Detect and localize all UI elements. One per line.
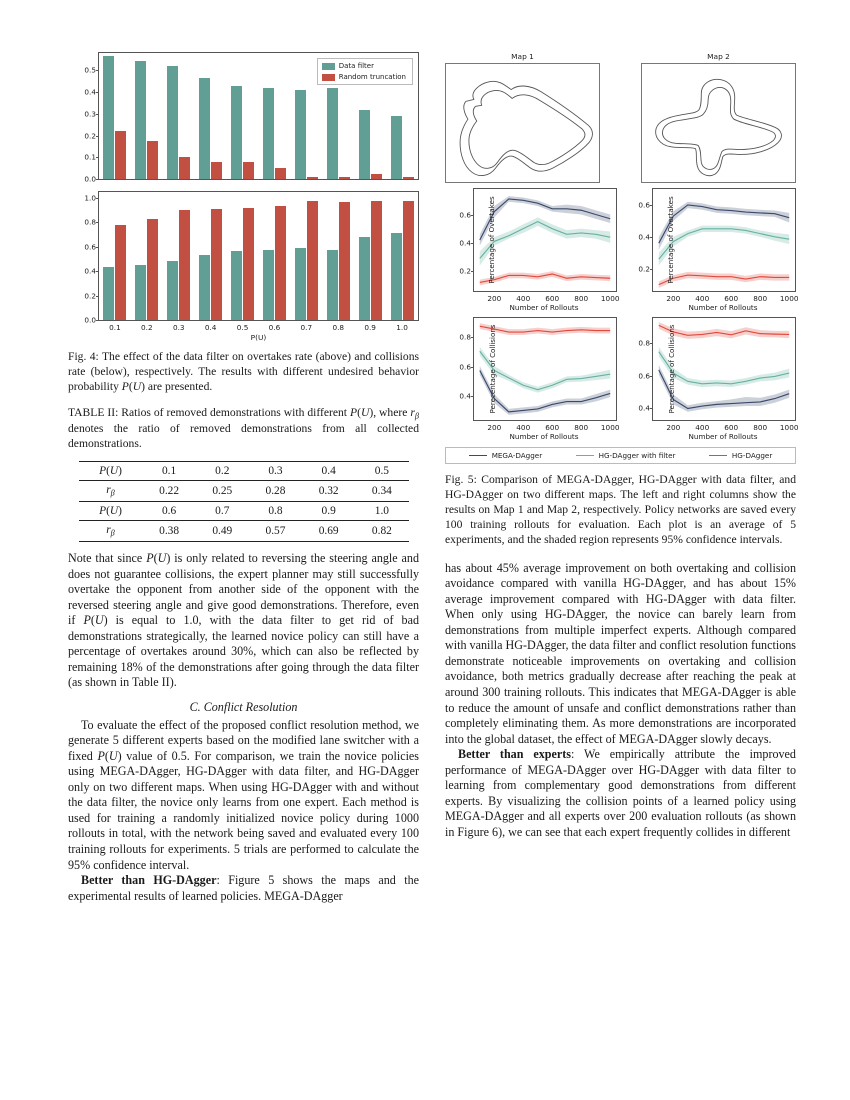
bar-data-filter	[327, 250, 338, 320]
legend-label: HG-DAgger with filter	[598, 451, 676, 460]
map-2-title: Map 2	[707, 52, 730, 61]
y-axis-label: Percentage of Overtakes	[666, 196, 676, 284]
map-cell-2	[641, 52, 796, 183]
bar-group	[290, 192, 322, 320]
inline-math-u5: U	[108, 748, 118, 763]
bar-data-filter	[359, 237, 370, 320]
x-tick-label: 1000	[779, 294, 799, 303]
y-tick-label: 1.0	[84, 193, 96, 203]
table-2	[79, 461, 409, 542]
table-cell: 0.22	[143, 481, 196, 502]
y-tick-mark	[471, 367, 474, 368]
x-tick-label: 400	[516, 294, 531, 303]
y-tick-mark	[650, 343, 653, 344]
y-tick-label: 0.6	[84, 242, 96, 252]
section-heading-c: C. Conflict Resolution	[189, 699, 298, 714]
right-paragraph-1: has about 45% average improvement on both overtaking and collision avoidance compared with vanilla HG-DAgger, and has about 15% average improvement compared with HG-DAgger with data filter. When only using HG-DAgger, the novice can barely learn from demonstrations from multiple imperfect experts. Although compared with vanilla HG-DAgger, the data filter and conflict resolution functions demonstrate noticeable improvements on overtaking and collision avoidance, both metrics gradually decrease after reaching the peak at around 300 training rollouts. This indicates that MEGA-DAgger is able to reduce the amount of unsafe and conflict demonstrations rather than completely eliminating them. As more demonstrations are incorporated into the global dataset, the effect of MEGA-DAgger slowly decays.	[445, 560, 796, 746]
line-plot-cell-map2-overtakes	[624, 188, 799, 312]
x-tick-label: 600	[724, 423, 739, 432]
table-cell: 0.9	[302, 501, 355, 520]
table-cell: 0.38	[143, 521, 196, 542]
bar-group	[131, 53, 163, 179]
para3-rest: : Figure 5 shows the maps and the experimental results of learned policies. MEGA-DAgger	[68, 873, 419, 903]
bar-data-filter	[391, 233, 402, 320]
bar-group	[99, 53, 131, 179]
y-tick-label: 0.4	[459, 391, 471, 401]
inline-math-u3: U	[157, 550, 167, 565]
table-cell: 0.5	[355, 461, 408, 480]
figure-5-caption: Fig. 5: Comparison of MEGA-DAgger, HG-DAgger with data filter, and HG-DAgger on two different maps. The left and right columns show the results on Map 1 and Map 2, respectively. Policy networks are saved every 100 training rollouts for evaluation. Each plot is an average of 5 experiments, and the shaded region represents 95% confidence intervals.	[445, 473, 796, 546]
figure-4	[68, 52, 419, 342]
bar-group	[131, 192, 163, 320]
legend-entry	[322, 73, 406, 81]
y-tick-mark	[650, 205, 653, 206]
bar-group	[227, 53, 259, 179]
x-axis-label: Number of Rollouts	[509, 303, 579, 312]
figure-5-collisions-row	[445, 317, 799, 441]
line-plot-area	[459, 317, 620, 432]
x-tick-label: 0.4	[204, 323, 217, 332]
line-plot-area	[638, 317, 799, 432]
inline-math-u: U	[132, 379, 142, 393]
bar-random-truncation	[339, 202, 350, 320]
x-tick-label: 600	[545, 423, 560, 432]
y-tick-label: 0.4	[459, 238, 471, 248]
figure-4-legend	[317, 58, 413, 85]
y-tick-label: 0.4	[638, 232, 650, 242]
y-tick-mark	[96, 247, 99, 248]
y-tick-mark	[96, 179, 99, 180]
figure-4-panel-collisions	[84, 191, 419, 342]
bar-random-truncation	[147, 219, 158, 320]
table-row	[79, 501, 409, 520]
two-column-layout	[68, 52, 799, 1060]
bar-data-filter	[167, 66, 178, 179]
inline-math-beta: β	[414, 411, 419, 421]
line-plot-area	[459, 188, 620, 303]
y-tick-mark	[96, 198, 99, 199]
x-axis-label: Number of Rollouts	[688, 432, 758, 441]
x-tick-label: 0.6	[268, 323, 281, 332]
x-tick-label: 0.5	[236, 323, 249, 332]
x-tick-label: 1.0	[396, 323, 408, 332]
bar-random-truncation	[211, 162, 222, 179]
x-tick-label: 0.3	[172, 323, 185, 332]
line-plot-cell-map1-overtakes	[445, 188, 620, 312]
y-axis-label: Percentage of Overtakes	[487, 196, 497, 284]
table-row	[79, 461, 409, 480]
y-tick-label: 0.2	[459, 266, 471, 276]
left-paragraph-1: Note that since P(U) is only related to reversing the steering angle and does not guarantee collisions, the expert planner may still successfully overtake the opponent from another side of the opponent with the reversed steering angle and give good demonstrations. Therefore, even if P(U) is equal to 1.0, with the data filter to get rid of bad demonstrations strategically, the learned novice policy can still have a percentage of overtakes around 30%, which can also be reflected by remaining 18% of the demonstrations after going through the data filter (as shown in Table II).	[68, 550, 420, 690]
legend-swatch	[322, 74, 335, 81]
para2-a: To evaluate the effect of the proposed conflict resolution method, we generate 5 different experts based on the modified lane switcher with a fixed	[68, 717, 419, 763]
table-2-caption-post: denotes the ratio of removed demonstrations from all collected demonstrations.	[68, 421, 419, 450]
para1-b: is only related to reversing the steering angle and does not guarantee collisions, the expert planner may still successfully overtake the opponent from another side of the opponent with the reversed steering angle and give good demonstrations. Therefore, even if	[68, 550, 420, 628]
inline-math-p3: P	[146, 550, 154, 565]
y-tick-label: 0.4	[84, 87, 96, 97]
para3-bold-lead: Better than HG-DAgger	[81, 873, 217, 888]
table-row-label: $r_\beta$	[79, 481, 143, 502]
x-tick-label: 0.2	[141, 323, 153, 332]
y-tick-label: 0.8	[638, 338, 650, 348]
table-row-label: $r_\beta$	[79, 521, 143, 542]
bar-data-filter	[103, 56, 114, 179]
map-1-title: Map 1	[511, 52, 534, 61]
table-cell: 0.69	[302, 521, 355, 542]
y-tick-mark	[96, 136, 99, 137]
x-tick-label: 1000	[779, 423, 799, 432]
table-row-label: P(U)	[79, 501, 143, 520]
y-tick-label: 0.6	[638, 200, 650, 210]
inline-math-p4: P	[83, 613, 91, 628]
x-tick-label: 800	[574, 294, 589, 303]
bar-group	[163, 53, 195, 179]
left-paragraph-2: To evaluate the effect of the proposed conflict resolution method, we generate 5 different experts based on the modified lane switcher with a fixed P(U) value of 0.5. For comparison, we train the novice policies using MEGA-DAgger, HG-DAgger with data filter, and HG-DAgger only on two different maps. When using HG-DAgger with and without the data filter, the novice only learns from one expert. Each method is used for training a randomly initialized novice policy during 1000 rollouts in total, with the network being saved and evaluated every 100 training rollouts for experiments. 5 trials are performed to calculate the 95% confidence interval.	[68, 717, 419, 872]
bar-group	[259, 53, 291, 179]
table-cell: 0.2	[196, 461, 249, 480]
para1-c: is equal to 1.0, with the data filter to get rid of bad demonstrations strategically, the learned novice policy can still have a percentage of overtakes around 30%, which can also be reflected by remaining 18% of the demonstrations after going through the data filter (as shown in Table II).	[68, 613, 419, 690]
table-cell: 0.57	[249, 521, 302, 542]
y-tick-mark	[471, 396, 474, 397]
inline-math-u2: U	[360, 405, 370, 419]
y-tick-label: 0.2	[84, 131, 96, 141]
map-2-frame	[641, 63, 796, 183]
line-plot-cell-map2-collisions	[624, 317, 799, 441]
table-cell: 0.32	[302, 481, 355, 502]
figure-5-legend	[445, 447, 796, 464]
bar-random-truncation	[275, 206, 286, 320]
y-tick-mark	[650, 237, 653, 238]
bar-group	[322, 192, 354, 320]
bar-data-filter	[167, 261, 178, 320]
legend-swatch	[322, 63, 335, 70]
bar-data-filter	[135, 61, 146, 179]
bar-random-truncation	[115, 225, 126, 320]
bar-group	[386, 192, 418, 320]
figure-4-caption-post: are presented.	[145, 379, 213, 393]
y-tick-mark	[96, 92, 99, 93]
y-tick-mark	[96, 114, 99, 115]
legend-label: Random truncation	[338, 73, 406, 81]
y-tick-label: 0.6	[638, 371, 650, 381]
table-cell: 0.34	[355, 481, 408, 502]
x-tick-label: 200	[666, 423, 681, 432]
y-tick-label: 0.8	[84, 217, 96, 227]
figure-4-caption: Fig. 4: The effect of the data filter on overtakes rate (above) and collisions rate (below), respectively. The results with different undesired behavior probability P(U) are presented.	[68, 350, 419, 393]
y-tick-mark	[650, 408, 653, 409]
bar-group	[195, 53, 227, 179]
table-cell: 1.0	[355, 501, 408, 520]
bar-group	[195, 192, 227, 320]
bar-data-filter	[327, 88, 338, 179]
x-tick-label: 800	[753, 423, 768, 432]
x-tick-label: 1000	[600, 423, 620, 432]
legend-line	[709, 455, 727, 456]
legend-line	[469, 455, 487, 456]
para1-a: Note that since	[68, 550, 147, 565]
bar-data-filter	[231, 86, 242, 179]
table-cell: 0.8	[249, 501, 302, 520]
table-2-caption-mid: , where	[373, 405, 411, 419]
map-2-track-svg	[642, 64, 795, 182]
bar-plot-area	[84, 52, 419, 184]
y-tick-mark	[650, 269, 653, 270]
y-tick-label: 0.5	[84, 65, 96, 75]
y-tick-label: 0.0	[84, 174, 96, 184]
table-cell: 0.82	[355, 521, 408, 542]
x-tick-label: 400	[695, 294, 710, 303]
x-tick-label: 0.1	[109, 323, 121, 332]
bar-data-filter	[199, 78, 210, 179]
table-cell: 0.1	[143, 461, 196, 480]
y-tick-mark	[650, 376, 653, 377]
legend-entry	[576, 451, 676, 460]
table-cell: 0.7	[196, 501, 249, 520]
bar-group	[354, 192, 386, 320]
legend-label: MEGA-DAgger	[491, 451, 543, 460]
x-tick-label: 200	[666, 294, 681, 303]
table-cell: 0.4	[302, 461, 355, 480]
bar-data-filter	[135, 265, 146, 320]
x-axis-label: Number of Rollouts	[509, 432, 579, 441]
right-para2-bold-lead: Better than experts	[458, 747, 571, 762]
x-tick-label: 400	[516, 423, 531, 432]
table-2-caption: TABLE II: Ratios of removed demonstrations with different P(U), where $r_\beta$ denotes the ratio of removed demonstrations from all collected demonstrations.	[68, 405, 419, 450]
bar-random-truncation	[243, 162, 254, 179]
table-cell: 0.6	[143, 501, 196, 520]
x-tick-label: 400	[695, 423, 710, 432]
bar-group	[227, 192, 259, 320]
bar-data-filter	[295, 248, 306, 320]
bar-data-filter	[199, 255, 210, 320]
legend-line	[576, 455, 594, 456]
line-plot-cell-map1-collisions	[445, 317, 620, 441]
bar-group	[163, 192, 195, 320]
y-tick-mark	[96, 157, 99, 158]
inline-math-u4: U	[94, 613, 104, 628]
bar-random-truncation	[307, 201, 318, 320]
y-tick-label: 0.6	[459, 210, 471, 219]
inline-math-r: r	[410, 405, 415, 419]
bar-random-truncation	[115, 131, 126, 179]
bar-random-truncation	[371, 174, 382, 179]
legend-entry	[709, 451, 772, 460]
bar-group	[259, 192, 291, 320]
bar-random-truncation	[403, 177, 414, 179]
y-tick-mark	[96, 320, 99, 321]
bar-random-truncation	[275, 168, 286, 179]
bar-random-truncation	[339, 177, 350, 179]
y-axis-label: Perecentage of Collisions	[488, 324, 498, 414]
legend-label: HG-DAgger	[731, 451, 773, 460]
y-tick-label: 0.4	[84, 266, 96, 276]
bar-random-truncation	[371, 201, 382, 320]
bar-random-truncation	[243, 208, 254, 320]
para2-b: value of 0.5. For comparison, we train the novice policies using MEGA-DAgger, HG-DAgger with data filter, and HG-DAgger only on two different maps. When using HG-DAgger with and without the data filter, the novice only learns from one expert. Each method is used for training a randomly initialized novice policy during 1000 rollouts in total, with the network being saved and evaluated every 100 training rollouts for experiments. 5 trials are performed to calculate the 95% confidence interval.	[68, 748, 419, 872]
x-tick-label: 600	[545, 294, 560, 303]
bar-random-truncation	[403, 201, 414, 320]
x-tick-label: 0.7	[300, 323, 313, 332]
y-tick-mark	[471, 215, 474, 216]
bar-data-filter	[295, 90, 306, 179]
bar-random-truncation	[179, 210, 190, 320]
figure-4-panel-overtakes	[84, 52, 419, 184]
x-tick-label: 600	[724, 294, 739, 303]
table-cell: 0.28	[249, 481, 302, 502]
left-column	[68, 52, 419, 1060]
y-tick-label: 0.6	[459, 362, 471, 372]
bar-data-filter	[263, 88, 274, 179]
inline-math-pu: P	[121, 379, 129, 393]
inline-math-p5: P	[97, 748, 105, 763]
y-tick-label: 0.2	[84, 291, 96, 301]
table-cell: 0.49	[196, 521, 249, 542]
table-cell: 0.25	[196, 481, 249, 502]
table-row	[79, 521, 409, 542]
right-column	[445, 52, 799, 1060]
x-tick-label: 200	[487, 294, 502, 303]
bar-data-filter	[391, 116, 402, 179]
figure-4-caption-pre: Fig. 4: The effect of the data filter on overtakes rate (above) and collisions rate (below), respectively. The results with different undesired behavior probability	[68, 350, 419, 393]
y-tick-label: 0.1	[84, 152, 96, 162]
y-tick-mark	[471, 337, 474, 338]
right-paragraph-2	[445, 747, 796, 840]
figure-5-map-row	[445, 52, 796, 183]
x-tick-label: 1000	[600, 294, 620, 303]
y-tick-mark	[471, 243, 474, 244]
map-1-frame	[445, 63, 600, 183]
x-tick-label: 800	[574, 423, 589, 432]
bar-data-filter	[263, 250, 274, 320]
legend-entry	[469, 451, 543, 460]
bar-random-truncation	[179, 157, 190, 179]
y-tick-mark	[96, 222, 99, 223]
x-tick-label: 0.8	[332, 323, 345, 332]
map-1-track-svg	[446, 64, 599, 182]
y-axis-label: Perecentage of Collisions	[667, 324, 677, 414]
y-tick-label: 0.8	[459, 332, 471, 342]
map-cell-1	[445, 52, 600, 183]
y-tick-mark	[96, 70, 99, 71]
bar-plot-area	[84, 191, 419, 332]
table-cell: 0.3	[249, 461, 302, 480]
x-axis-label: Number of Rollouts	[688, 303, 758, 312]
left-paragraph-3	[68, 873, 419, 904]
line-plot-area	[638, 188, 799, 303]
y-tick-mark	[96, 271, 99, 272]
table-2-caption-pre: TABLE II: Ratios of removed demonstrations with different	[68, 405, 350, 419]
y-tick-mark	[471, 271, 474, 272]
y-tick-label: 0.2	[638, 264, 650, 274]
figure-5	[445, 52, 799, 464]
y-tick-label: 0.0	[84, 315, 96, 325]
x-tick-label: 0.9	[364, 323, 376, 332]
legend-label: Data filter	[338, 62, 374, 70]
figure-5-overtakes-row	[445, 188, 799, 312]
table-row-label: P(U)	[79, 461, 143, 480]
x-tick-label: 800	[753, 294, 768, 303]
figure-4-charts	[68, 52, 419, 342]
bar-random-truncation	[211, 209, 222, 320]
y-tick-mark	[96, 296, 99, 297]
x-tick-label: 200	[487, 423, 502, 432]
right-para2-rest: : We empirically attribute the improved performance of MEGA-DAgger over HG-DAgger with data filter to learning from complementary good demonstrations from different experts. By visualizing the collision points of a learned policy using MEGA-DAgger and all experts over 200 evaluation rollouts (as shown in Figure 6), we can see that each expert frequently collides in different	[445, 747, 796, 839]
bar-data-filter	[231, 251, 242, 320]
bar-random-truncation	[147, 141, 158, 179]
legend-entry	[322, 62, 406, 70]
bar-data-filter	[359, 110, 370, 179]
table-row	[79, 481, 409, 502]
bar-random-truncation	[307, 177, 318, 179]
inline-math-p: P	[349, 405, 358, 419]
bar-group	[99, 192, 131, 320]
y-tick-label: 0.4	[638, 403, 650, 413]
y-tick-label: 0.3	[84, 109, 96, 119]
bar-data-filter	[103, 267, 114, 320]
x-axis-label: P(U)	[250, 333, 267, 342]
